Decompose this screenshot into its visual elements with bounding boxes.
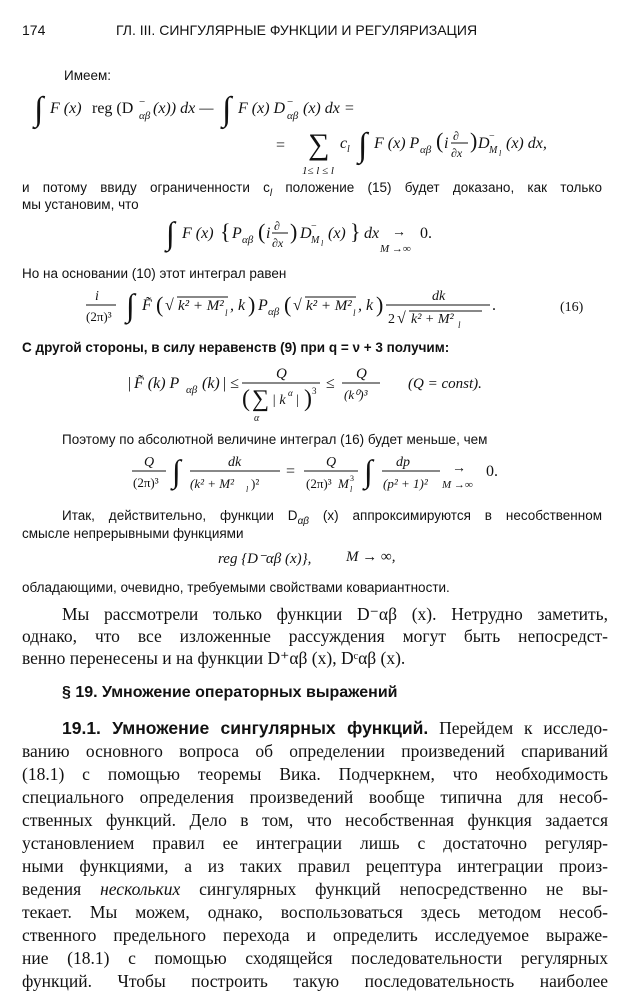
svg-text:l: l — [458, 320, 461, 330]
svg-text:P: P — [258, 297, 268, 314]
svg-text:αβ: αβ — [420, 144, 432, 156]
svg-text:→: → — [452, 461, 466, 476]
svg-text:M →∞: M →∞ — [442, 479, 473, 491]
svg-text:D: D — [478, 135, 490, 152]
svg-text:√: √ — [165, 297, 174, 314]
svg-text:l: l — [321, 239, 324, 248]
paragraph-my-line3: венно перенесены и на функции D⁺αβ (x), Dᶜαβ (x). — [22, 648, 406, 668]
equation-16-label: (16) — [560, 300, 584, 315]
page-number: 174 — [22, 22, 46, 38]
svg-text:(: ( — [242, 386, 250, 412]
svg-text:∫: ∫ — [126, 287, 135, 323]
paragraph-osnovanii: Но на основании (10) этот интеграл равен — [22, 266, 287, 281]
svg-text:2: 2 — [388, 312, 395, 327]
svg-text:∂: ∂ — [453, 129, 459, 143]
paragraph-poetomu-line1: и потому ввиду ограниченности $c_l$ положение (15) будет доказано, как только — [22, 180, 602, 199]
svg-text:∂x: ∂x — [272, 236, 284, 250]
svg-text:): ) — [304, 386, 312, 412]
svg-text:αβ: αβ — [268, 306, 280, 318]
svg-text:∂x: ∂x — [451, 146, 463, 160]
svg-text:Q: Q — [326, 455, 337, 470]
svg-text:(2π)³: (2π)³ — [306, 476, 332, 491]
svg-text:}: } — [350, 219, 361, 244]
svg-text:=: = — [276, 137, 286, 154]
svg-text:=: = — [286, 463, 296, 480]
section-title: § 19. Умножение операторных выражений — [62, 684, 398, 701]
reg-expression: reg {D⁻αβ (x)}, — [218, 551, 312, 567]
svg-text:M: M — [489, 145, 498, 156]
svg-text:∫: ∫ — [358, 127, 368, 164]
svg-text:.: . — [492, 297, 496, 314]
svg-text:)²: )² — [251, 476, 260, 491]
svg-text:F (x) P: F (x) P — [374, 135, 420, 152]
svg-text:→: → — [392, 225, 406, 240]
svg-text:dp: dp — [396, 455, 410, 470]
svg-text:, k: , k — [230, 297, 246, 314]
body-line-8: ведения нескольких сингулярных функций непосредственно не вы- — [22, 879, 609, 899]
svg-text:k² + M²: k² + M² — [411, 312, 454, 327]
paragraph-imeem: Имеем: — [64, 68, 112, 83]
svg-text:(2π)³: (2π)³ — [86, 309, 112, 324]
svg-text:0.: 0. — [486, 463, 498, 480]
svg-text:|: | — [296, 393, 299, 408]
svg-text:αβ: αβ — [242, 234, 254, 246]
svg-text:−: − — [489, 131, 495, 142]
body-line-4: специального определения произведений вообще типична для несоб- — [22, 787, 608, 807]
svg-text:F̃ (k) P: F̃ (k) P — [134, 375, 180, 392]
svg-text:l: l — [246, 485, 249, 494]
svg-text:dx: dx — [364, 225, 380, 242]
svg-text:M: M — [311, 235, 320, 246]
equation-inequality — [20, 358, 620, 428]
svg-text:| ≤: | ≤ — [223, 375, 239, 392]
body-line-3: (18.1) с помощью теоремы Вика. Подчеркнем, что необходимость — [22, 764, 608, 784]
svg-text:∂: ∂ — [274, 219, 280, 233]
svg-text:F (x): F (x) — [50, 100, 82, 117]
svg-text:i: i — [95, 289, 99, 304]
paragraph-obladayushchimi: обладающими, очевидно, требуемыми свойствами ковариантности. — [22, 580, 450, 595]
body-line-2: ванию основного вопроса об определении произведений спариваний — [22, 741, 608, 761]
svg-text:F̃: F̃ — [142, 297, 152, 314]
body-line-12: функций. Чтобы построить такую последовательность наиболее — [22, 971, 608, 991]
svg-text:k² + M²: k² + M² — [178, 298, 224, 314]
body-line-9: текает. Мы можем, однако, воспользоваться здесь методом несоб- — [22, 902, 608, 922]
body-line-1: 19.1. Умножение сингулярных функций. Перейдем к исследо- — [62, 718, 608, 738]
svg-text:(: ( — [284, 292, 292, 317]
svg-text:l: l — [350, 485, 353, 494]
body-line-7: ными функциями, а из таких правил рецептура интеграции произ- — [22, 856, 608, 876]
svg-text:): ) — [376, 292, 384, 317]
svg-text:M: M — [338, 476, 349, 491]
svg-text:−: − — [311, 221, 317, 232]
svg-text:3: 3 — [312, 386, 317, 396]
svg-text:(p² + 1)²: (p² + 1)² — [383, 476, 428, 491]
svg-text:F (x): F (x) — [182, 225, 214, 242]
paragraph-drugoy: С другой стороны, в силу неравенств (9) при q = ν + 3 получим: — [22, 340, 450, 355]
svg-text:, k: , k — [358, 297, 374, 314]
svg-text:(: ( — [258, 219, 266, 244]
svg-text:c: c — [340, 135, 348, 152]
svg-text:3: 3 — [350, 474, 354, 483]
svg-text:M →∞: M →∞ — [380, 243, 411, 255]
svg-text:l: l — [499, 149, 502, 158]
body-line-6: установлением правил ее интеграции лишь с достаточно регуляр- — [22, 833, 608, 853]
svg-text:k² + M²: k² + M² — [306, 298, 352, 314]
body-line-11: ние (18.1) с помощью сходящейся последовательности регулярных — [22, 948, 608, 968]
svg-text:reg (D: reg (D — [92, 100, 134, 117]
svg-text:α: α — [288, 388, 293, 398]
svg-text:√: √ — [397, 310, 406, 327]
svg-text:(x) dx,: (x) dx, — [506, 135, 547, 152]
svg-text:(k⁰)³: (k⁰)³ — [344, 387, 368, 402]
svg-text:∑: ∑ — [308, 128, 330, 161]
svg-text:1≤ l ≤ l: 1≤ l ≤ l — [302, 165, 334, 177]
paragraph-poetomu-line2: мы установим, что — [22, 197, 139, 212]
svg-text:P: P — [232, 225, 242, 242]
body-line-10: ственного предельного перехода и определить исследуемое выраже- — [22, 925, 608, 945]
equation-bound — [20, 446, 620, 506]
svg-text:−: − — [287, 96, 294, 108]
svg-text:(k): (k) — [202, 375, 220, 392]
svg-text:F (x) D: F (x) D — [238, 100, 286, 117]
svg-text:Q: Q — [144, 455, 155, 470]
svg-text:∫: ∫ — [364, 453, 373, 489]
equation-limit-zero — [20, 212, 620, 272]
svg-text:(2π)³: (2π)³ — [133, 475, 159, 490]
paragraph-itak-line1: Итак, действительно, функции $D_{\alpha\beta}$ (x) аппроксимируются в несобственном — [62, 508, 603, 527]
svg-text:(: ( — [156, 292, 164, 317]
svg-text:0.: 0. — [420, 225, 432, 242]
svg-text:(x) dx =: (x) dx = — [303, 100, 355, 117]
svg-text:dk: dk — [432, 289, 446, 304]
svg-text:∫: ∫ — [172, 453, 181, 489]
paragraph-itak-line2: смысле непрерывными функциями — [22, 526, 244, 541]
svg-text:α: α — [254, 413, 260, 424]
subsection-title: 19.1. Умножение сингулярных функций. — [62, 718, 429, 738]
svg-text:| k: | k — [272, 393, 286, 408]
svg-text:Q: Q — [356, 366, 367, 382]
svg-text:{: { — [220, 219, 231, 244]
paragraph-poetomu-abs: Поэтому по абсолютной величине интеграл (16) будет меньше, чем — [62, 432, 488, 447]
svg-text:Q: Q — [276, 366, 287, 382]
svg-text:(x)) dx —: (x)) dx — — [153, 100, 214, 117]
equation-16 — [20, 280, 620, 340]
svg-text:∑: ∑ — [252, 386, 270, 412]
svg-text:√: √ — [293, 297, 302, 314]
paragraph-my-line2: однако, что все изложенные рассуждения могут быть непосредст- — [22, 626, 608, 646]
svg-text:dk: dk — [228, 455, 242, 470]
svg-text:D: D — [300, 225, 312, 242]
emphasis-neskolkih: нескольких — [100, 879, 181, 899]
svg-text:∫: ∫ — [166, 215, 175, 251]
svg-text:(: ( — [436, 128, 444, 153]
svg-text:(k² + M²: (k² + M² — [190, 476, 234, 491]
svg-text:): ) — [290, 219, 298, 244]
svg-text:l: l — [347, 144, 350, 155]
svg-text:αβ: αβ — [287, 110, 299, 122]
svg-text:): ) — [470, 128, 478, 153]
svg-text:i: i — [444, 135, 449, 152]
svg-text:≤: ≤ — [326, 375, 335, 392]
running-title: ГЛ. III. СИНГУЛЯРНЫЕ ФУНКЦИИ И РЕГУЛЯРИЗАЦИЯ — [116, 22, 478, 38]
svg-text:∫: ∫ — [34, 91, 44, 128]
const-label: (Q = const). — [408, 376, 482, 392]
svg-text:): ) — [248, 292, 256, 317]
paragraph-my-line1: Мы рассмотрели только функции D⁻αβ (x). Нетрудно заметить, — [62, 604, 608, 624]
body-line-5: ственных функций. Дело в том, что несобственная функция задается — [22, 810, 608, 830]
svg-text:l: l — [225, 308, 228, 318]
svg-text:αβ: αβ — [139, 110, 151, 122]
svg-text:−: − — [139, 96, 146, 108]
svg-text:(x): (x) — [328, 225, 346, 242]
svg-text:αβ: αβ — [186, 384, 198, 396]
svg-text:|: | — [128, 375, 132, 392]
svg-text:l: l — [353, 308, 356, 318]
svg-text:i: i — [266, 225, 271, 242]
svg-text:∫: ∫ — [222, 91, 232, 128]
reg-limit: M → ∞, — [346, 549, 396, 565]
